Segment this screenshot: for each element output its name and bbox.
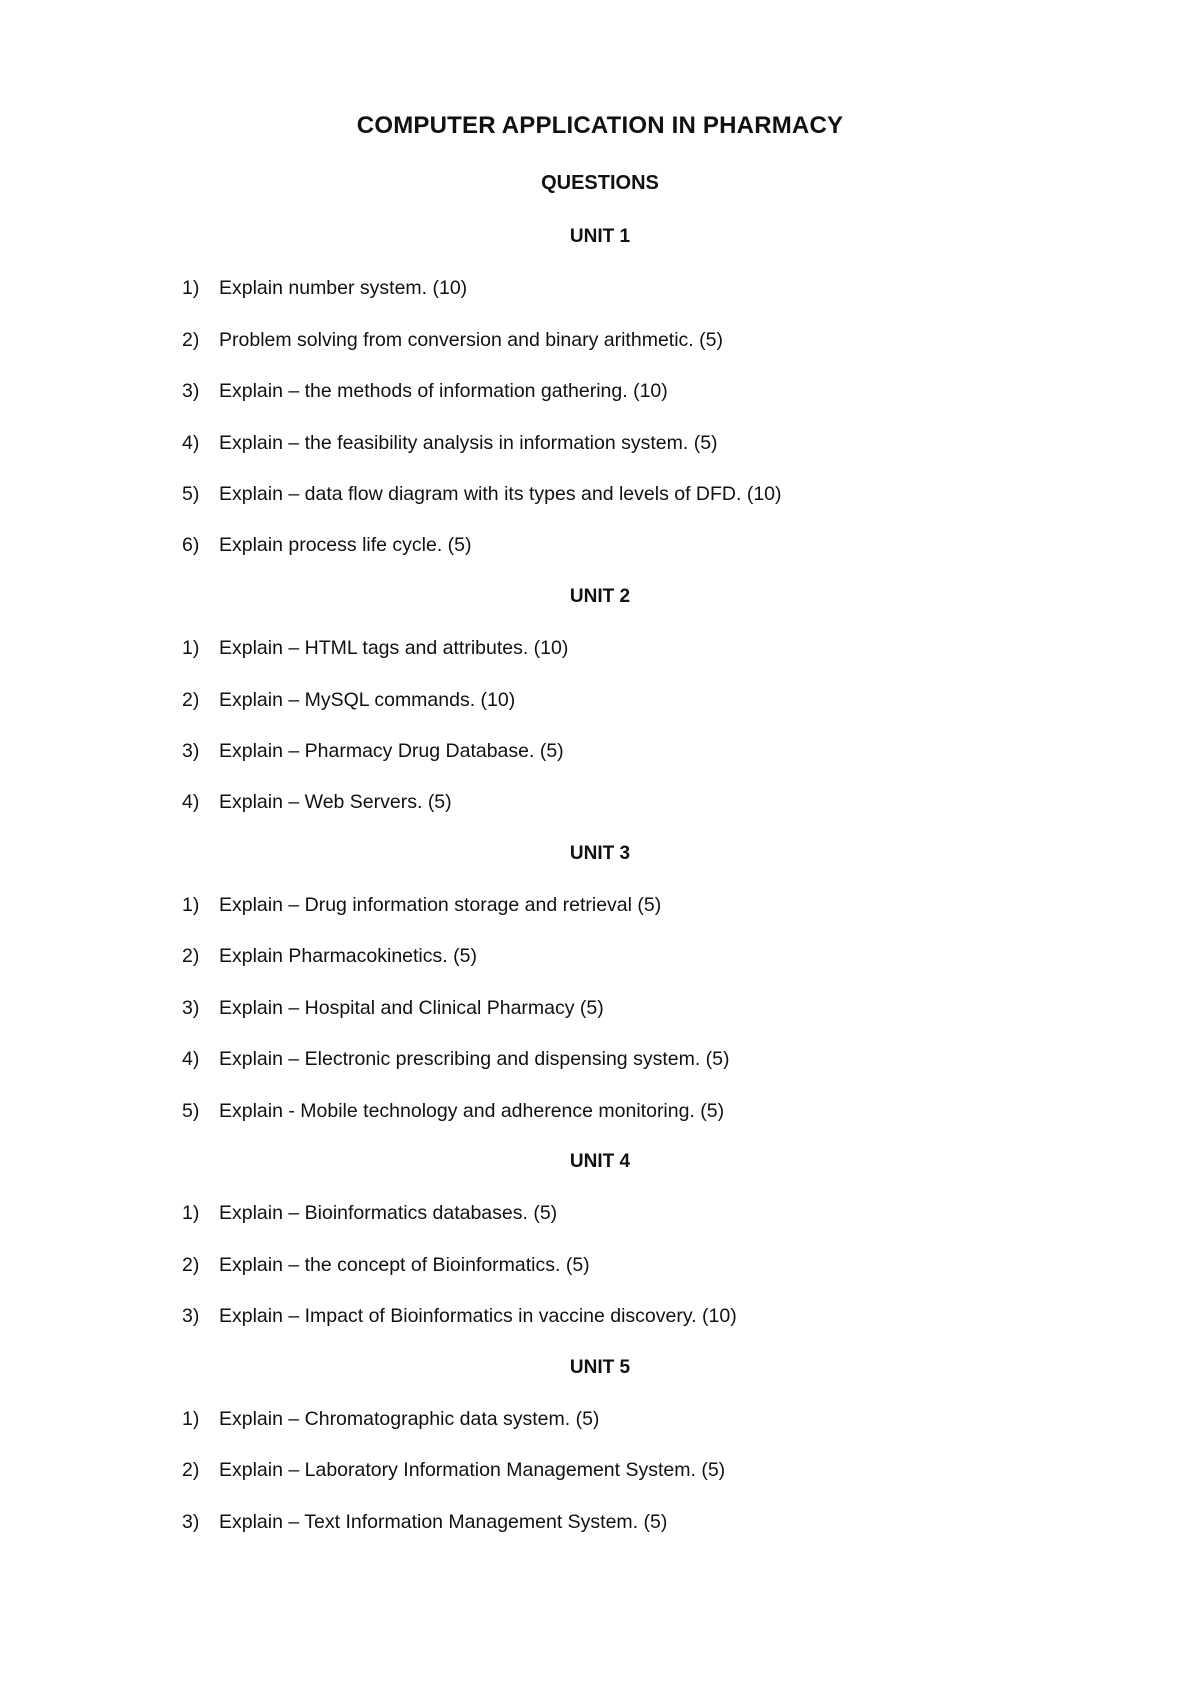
question-item (0, 325, 1200, 376)
question-item (0, 1507, 1200, 1558)
question-text: Explain process life cycle. (5) (219, 534, 472, 557)
question-item (0, 1096, 1200, 1147)
question-number: 1) (182, 1407, 200, 1430)
unit-section (0, 222, 1200, 582)
question-number: 2) (182, 1253, 200, 1276)
question-text: Explain – Electronic prescribing and dispensing system. (5) (219, 1048, 730, 1071)
question-text: Explain – Hospital and Clinical Pharmacy (5) (219, 996, 604, 1019)
question-text: Explain – the concept of Bioinformatics. (5) (219, 1253, 590, 1276)
question-item (0, 1301, 1200, 1352)
question-item (0, 736, 1200, 787)
question-number: 3) (182, 380, 200, 403)
unit-heading: UNIT 4 (569, 1151, 631, 1173)
unit-heading: UNIT 5 (569, 1356, 631, 1378)
question-number: 3) (182, 1305, 200, 1328)
question-text: Explain – Pharmacy Drug Database. (5) (219, 739, 564, 762)
question-text: Explain – Bioinformatics databases. (5) (219, 1202, 558, 1225)
question-number: 2) (182, 328, 200, 351)
question-item (0, 941, 1200, 992)
question-number: 3) (182, 996, 200, 1019)
question-number: 3) (182, 739, 200, 762)
question-number: 2) (182, 688, 200, 711)
question-number: 3) (182, 1510, 200, 1533)
question-item (0, 376, 1200, 427)
question-number: 4) (182, 431, 200, 454)
question-number: 5) (182, 1099, 200, 1122)
question-list (0, 222, 1200, 1558)
question-number: 1) (182, 637, 200, 660)
question-text: Explain – the feasibility analysis in information system. (5) (219, 431, 718, 454)
unit-heading: UNIT 2 (569, 585, 631, 607)
unit-section (0, 1147, 1200, 1353)
question-text: Explain – MySQL commands. (10) (219, 688, 516, 711)
question-text: Explain – HTML tags and attributes. (10) (219, 637, 569, 660)
question-text: Explain – the methods of information gathering. (10) (219, 380, 668, 403)
question-item (0, 890, 1200, 941)
question-text: Explain Pharmacokinetics. (5) (219, 945, 477, 968)
question-number: 1) (182, 894, 200, 917)
unit-heading: UNIT 1 (569, 226, 631, 247)
question-text: Explain – Web Servers. (5) (219, 791, 452, 814)
question-number: 2) (182, 1459, 200, 1482)
question-text: Explain - Mobile technology and adherence monitoring. (5) (219, 1099, 725, 1122)
question-number: 4) (182, 1048, 200, 1071)
question-item (0, 1044, 1200, 1095)
question-number: 2) (182, 945, 200, 968)
question-item (0, 1404, 1200, 1455)
document-subtitle: QUESTIONS (541, 172, 659, 194)
question-text: Explain number system. (10) (219, 277, 468, 300)
question-number: 6) (182, 534, 200, 557)
question-text: Explain – Laboratory Information Management System. (5) (219, 1459, 726, 1482)
document-title: COMPUTER APPLICATION IN PHARMACY (356, 112, 844, 139)
unit-section (0, 839, 1200, 1147)
question-item (0, 530, 1200, 581)
question-text: Explain – Text Information Management System. (5) (219, 1510, 668, 1533)
unit-section (0, 1353, 1200, 1559)
question-item (0, 685, 1200, 736)
question-text: Explain – Drug information storage and retrieval (5) (219, 894, 662, 917)
question-item (0, 1198, 1200, 1249)
question-number: 5) (182, 482, 200, 505)
question-item (0, 1455, 1200, 1506)
question-text: Explain – data flow diagram with its types and levels of DFD. (10) (219, 482, 782, 505)
question-text: Problem solving from conversion and binary arithmetic. (5) (219, 328, 723, 351)
question-item (0, 993, 1200, 1044)
question-item (0, 273, 1200, 324)
question-text: Explain – Impact of Bioinformatics in vaccine discovery. (10) (219, 1305, 737, 1328)
question-item (0, 428, 1200, 479)
question-item (0, 787, 1200, 838)
question-number: 1) (182, 277, 200, 300)
question-item (0, 1250, 1200, 1301)
question-number: 4) (182, 791, 200, 814)
question-item (0, 479, 1200, 530)
question-number: 1) (182, 1202, 200, 1225)
question-text: Explain – Chromatographic data system. (5) (219, 1407, 600, 1430)
unit-section (0, 582, 1200, 839)
question-item (0, 633, 1200, 684)
unit-heading: UNIT 3 (569, 842, 631, 864)
